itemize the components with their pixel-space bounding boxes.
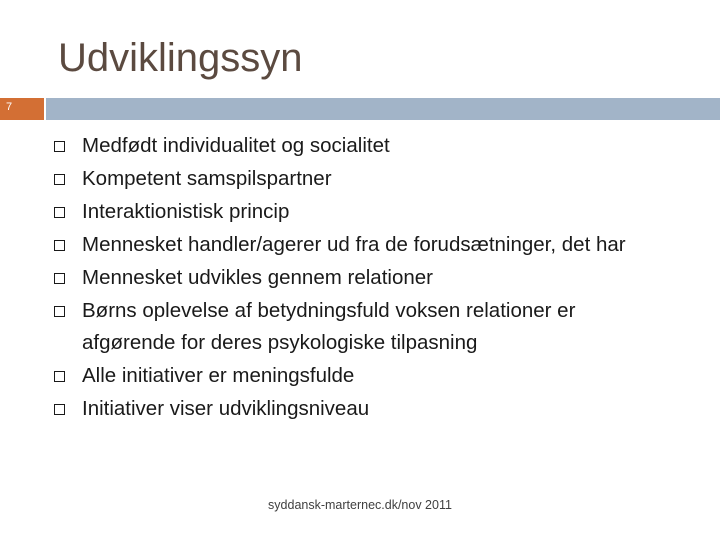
bullet-item — [54, 229, 720, 261]
bullet-item — [54, 262, 720, 294]
bullet-item — [54, 295, 720, 359]
square-outline-icon — [54, 207, 65, 218]
bullet-text: Mennesket handler/agerer ud fra de forudsætninger, det har — [82, 233, 626, 256]
bullet-item — [54, 360, 720, 392]
square-outline-icon — [54, 141, 65, 152]
square-outline-icon — [54, 306, 65, 317]
square-outline-icon — [54, 273, 65, 284]
bullet-item — [54, 163, 720, 195]
bullet-list — [54, 130, 720, 426]
bullet-text: Kompetent samspilspartner — [82, 167, 332, 190]
footer-text: syddansk-marternec.dk/nov 2011 — [268, 498, 452, 512]
slide-title: Udviklingssyn — [58, 36, 303, 80]
slide-number-box — [0, 98, 44, 120]
square-outline-icon — [54, 371, 65, 382]
bullet-text: Interaktionistisk princip — [82, 200, 290, 223]
slide-number: 7 — [6, 101, 13, 113]
square-outline-icon — [54, 240, 65, 251]
bullet-text: Mennesket udvikles gennem relationer — [82, 266, 433, 289]
square-outline-icon — [54, 404, 65, 415]
bullet-text: Medfødt individualitet og socialitet — [82, 134, 390, 157]
bullet-text: Initiativer viser udviklingsniveau — [82, 397, 370, 420]
bullet-item — [54, 393, 720, 425]
bullet-text: Alle initiativer er meningsfulde — [82, 364, 355, 387]
bullet-text: Børns oplevelse af betydningsfuld voksen relationer er afgørende for deres psykologiske tilpasning — [82, 299, 576, 354]
title-divider-band — [46, 98, 720, 120]
bullet-item — [54, 196, 720, 228]
square-outline-icon — [54, 174, 65, 185]
bullet-item — [54, 130, 720, 162]
